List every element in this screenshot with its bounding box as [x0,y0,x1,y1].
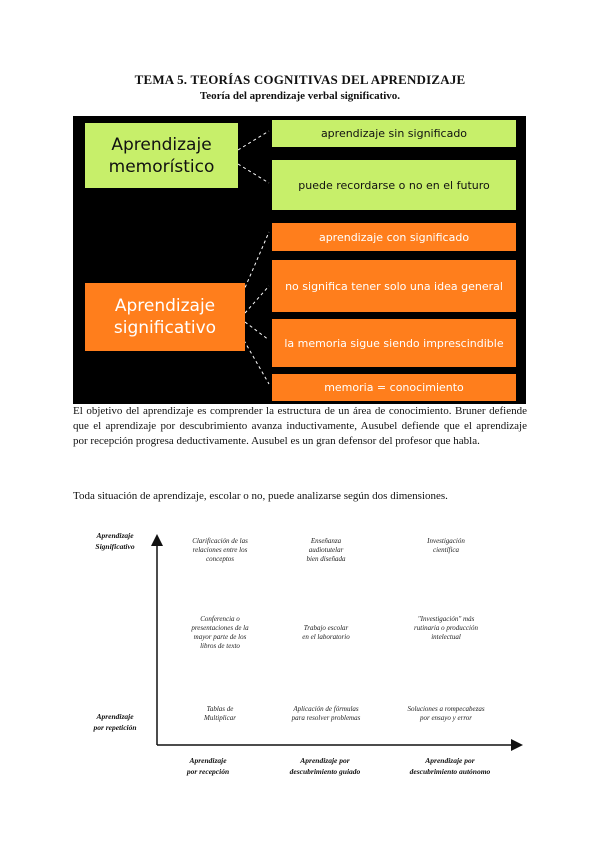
matrix-cell [170,705,270,723]
rote-learning-line2: memorístico [108,156,215,177]
x-axis-label [390,755,510,777]
cell-line: Tablas de [206,705,234,713]
cell-line: Trabajo escolar [303,624,349,632]
matrix-cell [276,624,376,642]
y-bottom-line1: Aprendizaje [96,712,134,721]
cell-line: rutinaria o producción [414,624,478,632]
cell-line: mayor parte de los [193,633,247,641]
x-label-line1: Aprendizaje por [425,756,475,765]
page-title: TEMA 5. TEORÍAS COGNITIVAS DEL APRENDIZAJE [134,72,466,87]
cell-line: Enseñanza [310,537,342,545]
cell-line: Clarificación de las [192,537,248,545]
cell-line: intelectual [431,633,461,641]
cell-line: libros de texto [200,642,240,650]
body-paragraph: Toda situación de aprendizaje, escolar o no, puede analizarse según dos dimensiones. [73,490,448,502]
rote-learning-line1: Aprendizaje [111,134,212,155]
x-label-line2: descubrimiento guiado [289,767,361,776]
cell-line: audiotutelar [308,546,344,554]
x-label-line1: Aprendizaje [189,756,227,765]
body-paragraph: El objetivo del aprendizaje es comprender la estructura de un área de conocimiento. Bruner defiende que el aprendizaje por descubrimiento avanza inductivamente, Ausubel defiende que el aprendizaje por recepción progresa deductivamente. Ausubel es un gran defensor del profesor que habla. [73,405,527,447]
y-axis-label-bottom [80,711,150,733]
cell-line: Aplicación de fórmulas [293,705,359,713]
y-top-line2: Significativo [95,542,135,551]
matrix-cell [396,615,496,642]
matrix-cell [270,705,382,723]
matrix-cell [390,705,502,723]
matrix-cell [170,537,270,564]
cell-line: presentaciones de la [191,624,249,632]
cell-line: Multiplicar [204,714,236,722]
meaningful-item: no significa tener solo una idea general [272,260,516,312]
x-axis-label [163,755,253,777]
cell-line: en el laboratorio [302,633,350,641]
x-label-line2: descubrimiento autónomo [409,767,491,776]
x-axis-label [270,755,380,777]
meaningful-item: aprendizaje con significado [272,223,516,251]
y-bottom-line2: por repetición [93,723,137,732]
meaningful-learning-line2: significativo [113,318,217,338]
page-subtitle: Teoría del aprendizaje verbal significativo. [199,90,401,102]
matrix-cell [396,537,496,555]
cell-line: relaciones entre los [192,546,248,554]
cell-line: Conferencia o [200,615,240,623]
matrix-cell [276,537,376,564]
cell-line: para resolver problemas [291,714,361,722]
rote-item: aprendizaje sin significado [272,120,516,147]
cell-line: Investigación [427,537,465,545]
rote-item: puede recordarse o no en el futuro [272,160,516,210]
meaningful-learning-line1: Aprendizaje [114,296,216,316]
cell-line: bien diseñada [306,555,346,563]
meaningful-item: la memoria sigue siendo imprescindible [272,319,516,367]
cell-line: "Investigación" más [417,615,475,623]
matrix-cell [170,615,270,651]
x-label-line2: por recepción [186,767,230,776]
cell-line: por ensayo y error [419,714,473,722]
cell-line: científica [432,546,460,554]
cell-line: Soluciones a rompecabezas [407,705,485,713]
meaningful-item: memoria = conocimiento [272,374,516,401]
y-axis-label-top [80,530,150,552]
x-label-line1: Aprendizaje por [300,756,350,765]
cell-line: conceptos [206,555,234,563]
y-top-line1: Aprendizaje [96,531,134,540]
